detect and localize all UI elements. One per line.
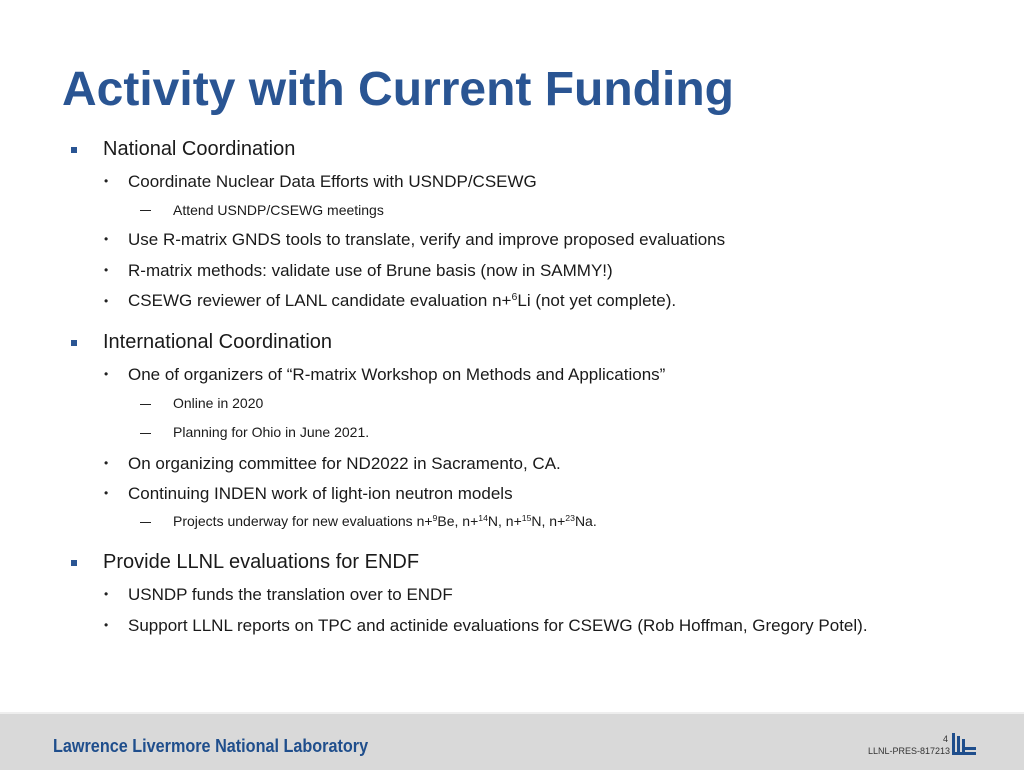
dash-bullet-icon xyxy=(140,210,151,211)
dash-bullet-icon xyxy=(140,404,151,405)
bullet-item: Coordinate Nuclear Data Efforts with USNDP/CSEWG xyxy=(128,172,537,191)
section-heading: Provide LLNL evaluations for ENDF xyxy=(103,551,420,573)
slide-footer xyxy=(0,712,1024,770)
dot-bullet-icon: • xyxy=(104,486,109,500)
sub-bullet-item: Planning for Ohio in June 2021. xyxy=(173,424,370,440)
bullet-item: CSEWG reviewer of LANL candidate evaluation n+$^6$Li (not yet complete). xyxy=(128,291,677,310)
bullet-item: Continuing INDEN work of light-ion neutron models xyxy=(128,484,513,503)
document-id: LLNL-PRES-817213 xyxy=(867,746,950,756)
lab-name: Lawrence Livermore National Laboratory xyxy=(53,736,369,756)
bullet-item: On organizing committee for ND2022 in Sacramento, CA. xyxy=(128,454,561,473)
page-number: 4 xyxy=(942,734,948,744)
bullet-item: R-matrix methods: validate use of Brune basis (now in SAMMY!) xyxy=(128,261,613,280)
dot-bullet-icon: • xyxy=(104,367,109,381)
square-bullet-icon xyxy=(71,340,77,346)
bullet-item: One of organizers of “R-matrix Workshop on Methods and Applications” xyxy=(128,365,666,384)
dot-bullet-icon: • xyxy=(104,232,109,246)
square-bullet-icon xyxy=(71,147,77,153)
dot-bullet-icon: • xyxy=(104,587,109,601)
dot-bullet-icon: • xyxy=(104,263,109,277)
llnl-logo-icon xyxy=(951,732,977,756)
dash-bullet-icon xyxy=(140,522,151,523)
section-heading: National Coordination xyxy=(103,138,296,160)
slide-title: Activity with Current Funding xyxy=(62,63,734,116)
dash-bullet-icon xyxy=(140,433,151,434)
dot-bullet-icon: • xyxy=(104,174,109,188)
square-bullet-icon xyxy=(71,560,77,566)
dot-bullet-icon: • xyxy=(104,618,109,632)
sub-bullet-item: Projects underway for new evaluations n+$^9$Be, n+$^{14}$N, n+$^{15}$N, n+$^{23}$Na. xyxy=(173,513,597,529)
sub-bullet-item: Online in 2020 xyxy=(173,395,264,411)
sub-bullet-item: Attend USNDP/CSEWG meetings xyxy=(173,202,384,218)
bullet-item: Use R-matrix GNDS tools to translate, verify and improve proposed evaluations xyxy=(128,230,726,249)
section-heading: International Coordination xyxy=(103,331,333,353)
bullet-item: Support LLNL reports on TPC and actinide evaluations for CSEWG (Rob Hoffman, Gregory Potel). xyxy=(128,616,868,635)
dot-bullet-icon: • xyxy=(104,294,109,308)
bullet-item: USNDP funds the translation over to ENDF xyxy=(128,585,453,604)
dot-bullet-icon: • xyxy=(104,456,109,470)
